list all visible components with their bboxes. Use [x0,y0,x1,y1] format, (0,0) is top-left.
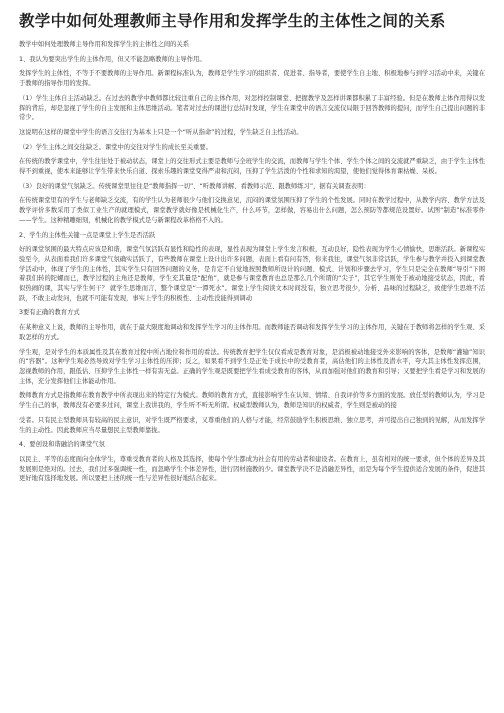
paragraph: 教师教育方式是指教师在教育教学中所表现出来的特定行为模式。教师的教育方式，直接影响学生在认知、情绪、自我评价等多方面的发展。放任型的教师认为，学习是学生自己的事，教师没有必要多过问，课堂上我讲我的，学生听不听无所谓。权威型教师认为，教师是知识的权威者，学生则是被动的接 [19,392,485,410]
paragraph: （3）良好的课堂气氛缺乏。传统课堂里往往是“教师指挥一切”、“听教师讲解、看教师示范、跟教师练习”，据有关调查表明： [19,182,370,190]
paragraph: 在传统的教学课堂中，学生往往处于被动状态，课堂上的交往形式主要是教师与全班学生的交流，而教师与学生个体、学生个体之间的交流就严重缺乏，由于学生主体性得不到重视，使本来能够让学生带来快乐自道、探索乐趣的课堂变得严肃和沉闷，压抑了学生活泼的个性和求知的渴望，使他们觉得体育课枯燥、呆板。 [19,158,485,176]
section-heading-3: 3要有正确的教育方式 [19,309,80,317]
paragraph: 以民主、平等的态度面向全体学生，尊重受教育者的人格及其选择，使每个学生都成为社会有用的劳动者和建设者。在教育上，虽有相对的统一要求，但个体的差异及其发展则是绝对的。过去，我们过多强调统一性，而忽略学生个体差异性，进行因材施教的少。课堂教学决不是消融差异性，而是为每个学生提供适合发展的条件，促进其更好地有选择地发展。所以要把上述的统一性与差异性很好地结合起来。 [19,455,485,483]
paragraph: 学生观，是对学生的本质属性及其在教育过程中所占地位和作用的看法。传统教育把学生仅仅看成是教育对象，是消极被动地接受外来影响的客体，是数师“灌输”知识的“容器”。这种学生观必然导致对学生学习主体性的压抑；反之，如果看不到学生是正处于成长中的受教育者，高估他们的主体性及潜水平，夸大其主体性发挥范围，忽视教师的作用，跟低估、压抑学生主体性一样有害无益。正确的学生观是既要把学生看成受教育的客体，从而加强对他们的教育和引导；又要把学生看是学习和发展的主体，充分发挥他们主体能动作用。 [19,348,485,385]
paragraph: （2）学生主体之间交往缺乏。课堂中的交往对学生的成长至关重要。 [19,143,212,151]
paragraph: 受者。只有民主型教师具有较高的民主意识，对学生既严格要求，又尊重他们的人格与才能，经常鼓励学生积极思维、独立思考，并可提出自己独到的见解，从而发挥学生的主动性。因此教师应当尽量想民主型教师靠拢。 [19,416,485,434]
section-heading-1: 1、我认为要突出学生的主体作用，但又不能忽略教师的主导作用。 [19,55,206,63]
paragraph: （1）学生主体自主活动缺乏。在过去的教学中教师都比较注重自己的主体作用，对怎样控制课堂、把握教学及怎样讲课都积累了丰富经验。但是在教师主体作用得以发挥的背后，却是忽视了学生的自主发展和主体思维活动。笔者对过去的课进行总结时发现，学生在课堂中的语言交流仅局限于回答教师的提问，而学生自己提出问题的非常少。 [19,94,485,122]
paragraph: 在传统课堂里有的学生与老师缺乏交流，有的学生认为老师很少与他们交换意见，沉闷的课堂氛围压抑了学生的个性发展。同时在教学过程中，从教学内容、教学方法及教学评价多数采用了类似工业生产的就理模式，课堂教学就好像是机械化生产，什么环节，怎样做，容易出什么问题，怎么预防等都规范设置好。试图“制造”标准零件——学生。这种精雕细刻，机械化的教学模式是与新课程改革格格不入的。 [19,197,485,224]
section-heading-4: 4、要创设和谐融洽的课堂气氛 [19,441,105,449]
page-title: 教学中如何处理教师主导作用和发挥学生的主体性之间的关系 [19,12,446,30]
paragraph: 好的课堂氛围的最大特点应该是和谐，课堂气氛活跃有显性和隐性的表现，显性表现为课堂上学生发言积极，互动良好，隐性表现为学生心情愉快，思维活跃。新课程实验至今，从表面看我们许多课堂气氛确实活跃了，有些教师在课堂上设计出许多问题，表面上看有问有答，你来我往，课堂气氛非常活跃，学生参与教学并投入到课堂教学活动中，体现了学生的主体性，其实学生只有回答问题的义务，是肯定不自觉地按照教师所设计的问题、模式、计划和步骤去学习，学生只是完全在教师“导引”下围着我们转的陀螺而已，教学过程的主角还是教师，学生充其量是“配角”，就是参与课堂教育也总是那么几个所谓的“尖子”，其它学生则处于被动地接受状态，因此，看似热闹的课，其实与学生何干？ 就学生思维而言，整个课堂是“一潭死水”。课堂上学生阅读文本时间没有，独立思考很少，分析、品味的过程缺乏，致使学生思维不活跃，不敢主动发问，也就不可能有发现，事实上学生的积极性、主动性没能得到调动 [19,246,485,302]
paragraph: 在某种意义上说，教师的主导作用，就在于最大限度地调动和发挥学生学习的主体作用。而教师能否调动和发挥学生学习的主体作用，关键在于教师将怎样的学生观、采取怎样的方式。 [19,324,485,341]
paragraph: 这说明在这样的课堂中学生的语言交往行为基本上只是一个“听从指命”的过程，学生缺乏自主性活动。 [19,128,303,136]
section-heading-2: 2、学生的主体性关键一点是课堂上学生是否活跃 [19,231,156,239]
paragraph-subtitle: 教学中如何处理教师主导作用和发挥学生的主体性之间的关系 [19,41,190,48]
paragraph: 发挥学生的主体性，不等于不要教师的主导作用。新课程标准认为，教师是学生学习的组织者、促进者、指导者，要使学生自主地、积极地参与到学习活动中来，关键在于教师的指导作用的发挥。 [19,70,485,88]
